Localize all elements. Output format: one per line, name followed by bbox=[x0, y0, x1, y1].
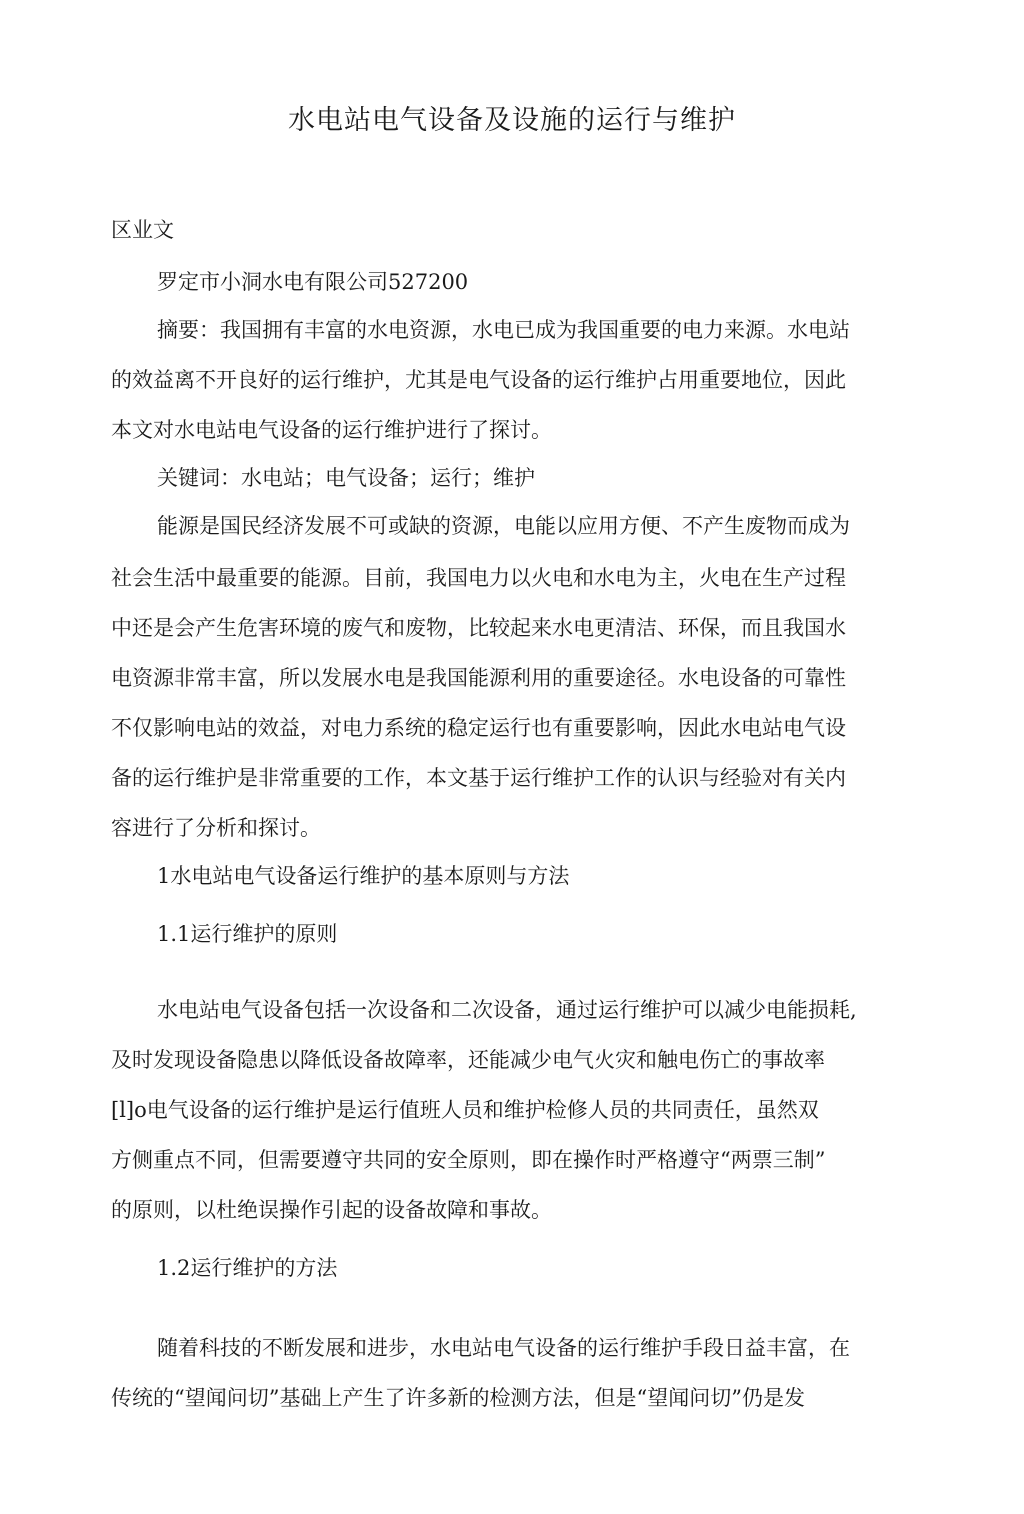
document-title: 水电站电气设备及设施的运行与维护 bbox=[288, 105, 736, 136]
paragraph-line: 传统的“望闻问切”基础上产生了许多新的检测方法，但是“望闻问切”仍是发 bbox=[111, 1386, 805, 1410]
intro-line: 中还是会产生危害环境的废气和废物，比较起来水电更清洁、环保，而且我国水 bbox=[111, 616, 846, 640]
subsection-heading: 1.2运行维护的方法 bbox=[157, 1256, 338, 1280]
intro-line: 容进行了分析和探讨。 bbox=[111, 816, 321, 840]
intro-line: 备的运行维护是非常重要的工作，本文基于运行维护工作的认识与经验对有关内 bbox=[111, 766, 846, 790]
affiliation: 罗定市小洞水电有限公司527200 bbox=[157, 270, 469, 294]
paragraph-line: 随着科技的不断发展和进步，水电站电气设备的运行维护手段日益丰富，在 bbox=[157, 1336, 850, 1360]
intro-line: 能源是国民经济发展不可或缺的资源，电能以应用方便、不产生废物而成为 bbox=[157, 514, 850, 538]
paragraph-line: 及时发现设备隐患以降低设备故障率，还能减少电气火灾和触电伤亡的事故率 bbox=[111, 1048, 825, 1072]
paragraph-line: 的原则，以杜绝误操作引起的设备故障和事故。 bbox=[111, 1198, 552, 1222]
abstract-line: 的效益离不开良好的运行维护，尤其是电气设备的运行维护占用重要地位，因此 bbox=[111, 368, 846, 392]
paragraph-line: 方侧重点不同，但需要遵守共同的安全原则，即在操作时严格遵守“两票三制” bbox=[111, 1148, 826, 1172]
paragraph-line: 水电站电气设备包括一次设备和二次设备，通过运行维护可以减少电能损耗, bbox=[157, 998, 857, 1022]
intro-line: 不仅影响电站的效益，对电力系统的稳定运行也有重要影响，因此水电站电气设 bbox=[111, 716, 846, 740]
section-heading: 1水电站电气设备运行维护的基本原则与方法 bbox=[157, 864, 570, 888]
author-name: 区业文 bbox=[111, 218, 174, 242]
keywords: 关键词：水电站；电气设备；运行；维护 bbox=[157, 466, 535, 490]
paragraph-line: [l]o电气设备的运行维护是运行值班人员和维护检修人员的共同责任，虽然双 bbox=[111, 1098, 819, 1122]
abstract-line: 本文对水电站电气设备的运行维护进行了探讨。 bbox=[111, 418, 552, 442]
abstract-line: 摘要：我国拥有丰富的水电资源，水电已成为我国重要的电力来源。水电站 bbox=[157, 318, 850, 342]
intro-line: 社会生活中最重要的能源。目前，我国电力以火电和水电为主，火电在生产过程 bbox=[111, 566, 846, 590]
intro-line: 电资源非常丰富，所以发展水电是我国能源利用的重要途径。水电设备的可靠性 bbox=[111, 666, 846, 690]
subsection-heading: 1.1运行维护的原则 bbox=[157, 922, 338, 946]
